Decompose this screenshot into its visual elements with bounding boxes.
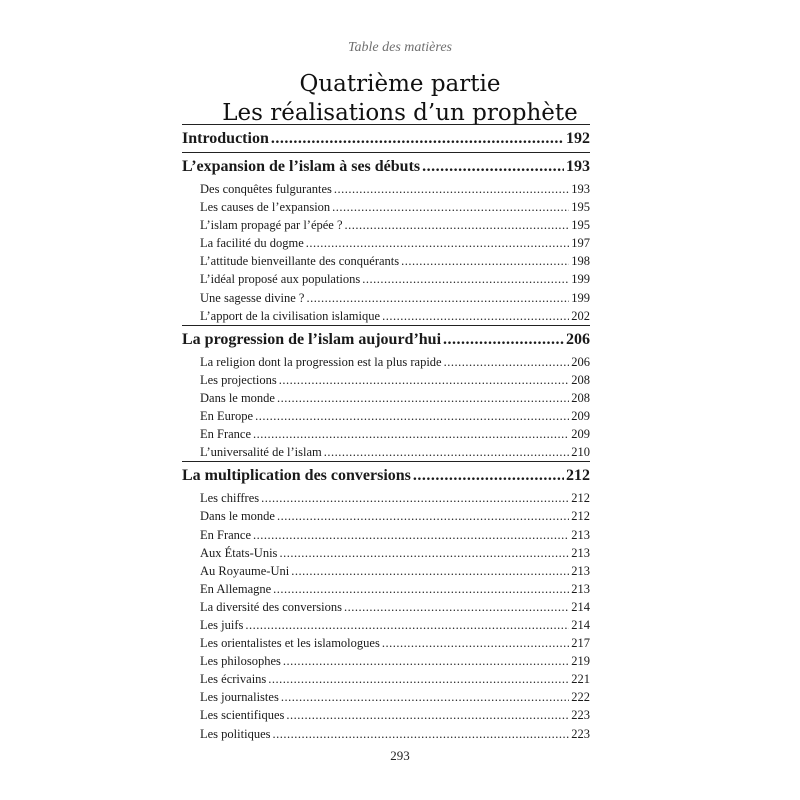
toc-subentry — [182, 270, 590, 288]
dot-leader — [277, 507, 569, 525]
toc-entry-page: 212 — [571, 509, 590, 524]
toc-subentry — [182, 443, 590, 461]
toc-subentry — [182, 507, 590, 525]
toc-section-entry — [182, 124, 590, 152]
toc-entry-label: La religion dont la progression est la plus rapide — [200, 354, 442, 369]
toc-subentry — [182, 252, 590, 270]
toc-entry-label: Les écrivains — [200, 672, 267, 687]
toc-subentry — [182, 234, 590, 252]
dot-leader — [344, 598, 569, 616]
toc-subentry — [182, 544, 590, 562]
toc-subentry — [182, 526, 590, 544]
dot-leader — [413, 462, 564, 489]
toc-entry-label: L’expansion de l’islam à ses débuts — [182, 158, 421, 175]
dot-leader — [334, 180, 569, 198]
toc-subentry — [182, 407, 590, 425]
toc-entry-label: L’universalité de l’islam — [200, 445, 322, 460]
toc-entry-page: 213 — [571, 581, 590, 596]
toc-entry-label: L’attitude bienveillante des conquérants — [200, 254, 400, 269]
toc-entry-page: 199 — [571, 290, 590, 305]
dot-leader — [422, 153, 564, 180]
dot-leader — [332, 198, 569, 216]
toc-section-entry — [182, 461, 590, 489]
dot-leader — [345, 216, 570, 234]
page-number: 293 — [390, 748, 410, 763]
toc-entry-page: 222 — [571, 690, 590, 705]
toc-subentry — [182, 688, 590, 706]
dot-leader — [444, 353, 570, 371]
dot-leader — [306, 289, 569, 307]
toc-entry-label: Les journalistes — [200, 690, 279, 705]
toc-subentry — [182, 489, 590, 507]
part-title-line-1: Quatrième partie — [299, 71, 501, 97]
toc-entry-label: L’islam propagé par l’épée ? — [200, 218, 343, 233]
toc-entry-page: 206 — [571, 354, 590, 369]
part-title-line-2: Les réalisations d’un prophète — [222, 100, 578, 126]
toc-entry-page: 193 — [566, 158, 590, 175]
toc-entry-page: 210 — [571, 445, 590, 460]
toc-entry-label: Dans le monde — [200, 509, 275, 524]
toc-entry-label: L’apport de la civilisation islamique — [200, 308, 381, 323]
toc-entry-label: Au Royaume-Uni — [200, 563, 290, 578]
dot-leader — [443, 326, 564, 353]
toc-entry-page: 214 — [571, 599, 590, 614]
toc-subentry — [182, 652, 590, 670]
toc-entry-label: Aux États-Unis — [200, 545, 278, 560]
dot-leader — [268, 670, 569, 688]
toc-entry-label: Les juifs — [200, 617, 244, 632]
dot-leader — [253, 425, 569, 443]
toc-subentry — [182, 180, 590, 198]
toc-entry-label: La facilité du dogme — [200, 236, 304, 251]
toc-entry-page: 221 — [571, 672, 590, 687]
toc-entry-label: En France — [200, 427, 252, 442]
dot-leader — [245, 616, 569, 634]
toc-entry-page: 213 — [571, 527, 590, 542]
toc-entry-label: Les scientifiques — [200, 708, 285, 723]
toc-entry-label: La multiplication des conversions — [182, 467, 411, 485]
table-of-contents — [182, 124, 590, 743]
toc-entry-page: 214 — [571, 617, 590, 632]
toc-entry-page: 206 — [566, 330, 590, 348]
toc-entry-page: 199 — [571, 272, 590, 287]
toc-entry-label: La progression de l’islam aujourd’hui — [182, 330, 442, 348]
toc-entry-page: 219 — [571, 654, 590, 669]
toc-entry-label: La diversité des conversions — [200, 599, 342, 614]
toc-entry-page: 213 — [571, 545, 590, 560]
toc-entry-page: 197 — [571, 236, 590, 251]
dot-leader — [279, 371, 570, 389]
toc-entry-label: Les causes de l’expansion — [200, 200, 331, 215]
toc-entry-label: En Europe — [200, 409, 254, 424]
toc-entry-label: Des conquêtes fulgurantes — [200, 182, 332, 196]
toc-subentry — [182, 562, 590, 580]
dot-leader — [306, 234, 569, 252]
dot-leader — [281, 688, 569, 706]
dot-leader — [286, 706, 569, 724]
toc-entry-label: En France — [200, 527, 252, 542]
toc-entry-page: 202 — [571, 308, 590, 323]
dot-leader — [255, 407, 569, 425]
toc-subentry — [182, 425, 590, 443]
dot-leader — [272, 725, 569, 743]
toc-subentry — [182, 216, 590, 234]
dot-leader — [401, 252, 569, 270]
toc-subentry — [182, 580, 590, 598]
dot-leader — [382, 307, 569, 325]
toc-subentry — [182, 670, 590, 688]
toc-entry-page: 209 — [571, 427, 590, 442]
dot-leader — [382, 634, 569, 652]
toc-entry-label: Une sagesse divine ? — [200, 290, 305, 305]
toc-subentry — [182, 353, 590, 371]
toc-entry-page: 213 — [571, 563, 590, 578]
toc-section-entry — [182, 325, 590, 353]
running-head: Table des matières — [348, 40, 452, 55]
toc-subentry — [182, 371, 590, 389]
dot-leader — [277, 389, 569, 407]
toc-subentry — [182, 725, 590, 743]
toc-entry-page: 212 — [571, 491, 590, 506]
toc-entry-page: 195 — [571, 218, 590, 233]
dot-leader — [283, 652, 569, 670]
dot-leader — [273, 580, 569, 598]
toc-entry-label: Les orientalistes et les islamologues — [200, 636, 380, 651]
part-title — [0, 70, 800, 128]
toc-entry-page: 212 — [566, 467, 590, 485]
toc-section-entry — [182, 152, 590, 180]
toc-entry-label: Les chiffres — [200, 491, 260, 506]
toc-subentry — [182, 307, 590, 325]
toc-entry-page: 208 — [571, 390, 590, 405]
dot-leader — [279, 544, 569, 562]
toc-subentry — [182, 389, 590, 407]
toc-entry-page: 192 — [566, 130, 590, 147]
dot-leader — [362, 270, 569, 288]
toc-entry-page: 223 — [571, 708, 590, 723]
toc-subentry — [182, 598, 590, 616]
dot-leader — [291, 562, 569, 580]
toc-entry-page: 195 — [571, 200, 590, 215]
toc-entry-page: 208 — [571, 372, 590, 387]
toc-entry-label: Introduction — [182, 130, 269, 147]
toc-entry-page: 209 — [571, 409, 590, 424]
dot-leader — [324, 443, 570, 461]
dot-leader — [271, 125, 564, 152]
toc-entry-label: Les projections — [200, 372, 277, 387]
dot-leader — [261, 489, 569, 507]
toc-subentry — [182, 198, 590, 216]
toc-entry-page: 193 — [571, 182, 590, 196]
toc-entry-label: En Allemagne — [200, 581, 272, 596]
toc-subentry — [182, 289, 590, 307]
toc-subentry — [182, 634, 590, 652]
toc-entry-page: 217 — [571, 636, 590, 651]
toc-entry-label: Dans le monde — [200, 390, 275, 405]
toc-entry-label: L’idéal proposé aux populations — [200, 272, 361, 287]
toc-entry-label: Les politiques — [200, 726, 271, 741]
dot-leader — [253, 526, 569, 544]
toc-entry-label: Les philosophes — [200, 654, 281, 669]
toc-subentry — [182, 616, 590, 634]
toc-entry-page: 223 — [571, 726, 590, 741]
toc-entry-page: 198 — [571, 254, 590, 269]
toc-subentry — [182, 706, 590, 724]
